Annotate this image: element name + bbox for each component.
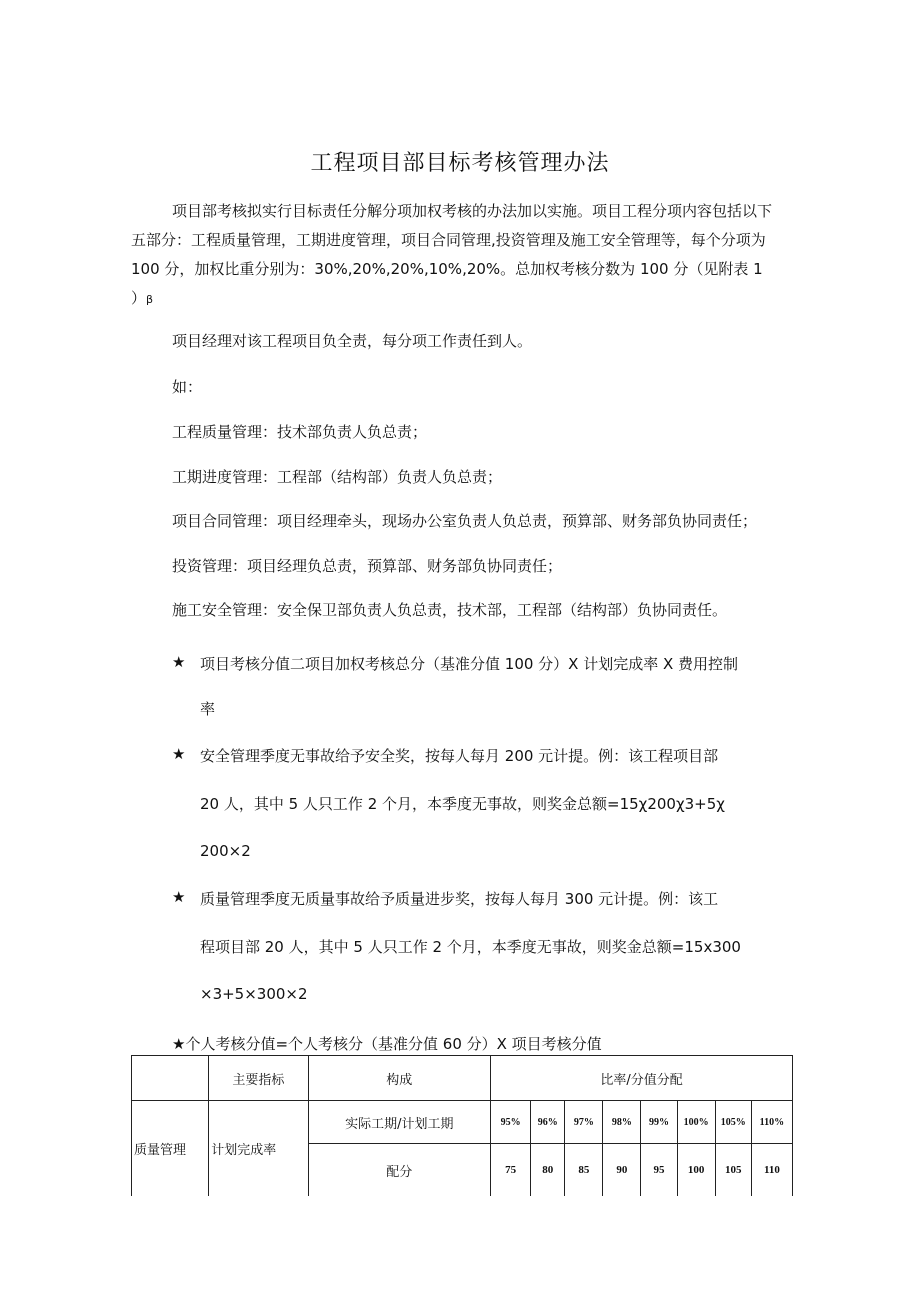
score-cell: 85: [565, 1144, 603, 1197]
responsibility-item: 施工安全管理：安全保卫部负责人负总责，技术部，工程部（结构部）负协同责任。: [172, 601, 728, 619]
category-cell: 质量管理: [132, 1101, 209, 1197]
ratio-cell: 110%: [751, 1101, 792, 1144]
score-cell: 80: [531, 1144, 565, 1197]
bullet-text: 200×2: [200, 842, 251, 860]
score-cell: 75: [491, 1144, 531, 1197]
bullet-text: 率: [200, 700, 216, 718]
bullet-text: ×3+5×300×2: [200, 985, 308, 1003]
ratio-cell: 96%: [531, 1101, 565, 1144]
score-cell: 100: [677, 1144, 715, 1197]
bullet-text: 20 人，其中 5 人只工作 2 个月，本季度无事故，则奖金总额=15χ200χ3+5χ: [200, 795, 725, 813]
score-table: [131, 1055, 793, 1197]
para1-line2: 五部分：工程质量管理，工期进度管理，项目合同管理,投资管理及施工安全管理等，每个分项为: [131, 231, 766, 249]
star-icon: ★: [172, 745, 186, 763]
para1-line4: [131, 287, 153, 308]
header-cell: 构成: [308, 1056, 491, 1101]
ratio-cell: 98%: [603, 1101, 641, 1144]
score-cell: 90: [603, 1144, 641, 1197]
bullet-text: 程项目部 20 人，其中 5 人只工作 2 个月，本季度无事故，则奖金总额=15x300: [200, 938, 741, 956]
responsibility-item: 工程质量管理：技术部负责人负总责；: [172, 423, 428, 441]
score-cell: 110: [751, 1144, 792, 1197]
header-cell: [132, 1056, 209, 1101]
para1-tail: ）: [131, 289, 147, 307]
ratio-cell: 97%: [565, 1101, 603, 1144]
para3: 如：: [172, 378, 203, 396]
personal-score-formula: ★个人考核分值=个人考核分（基准分值 60 分）X 项目考核分值: [172, 1035, 602, 1053]
bullet-text: 安全管理季度无事故给予安全奖，按每人每月 200 元计提。例：该工程项目部: [200, 747, 719, 765]
header-cell: 比率/分值分配: [491, 1056, 793, 1101]
para2: 项目经理对该工程项目负全责，每分项工作责任到人。: [172, 332, 533, 350]
responsibility-item: 投资管理：项目经理负总责，预算部、财务部负协同责任；: [172, 557, 563, 575]
bullet-text: 质量管理季度无质量事故给予质量进步奖，按每人每月 300 元计提。例：该工: [200, 890, 719, 908]
ratio-cell: 99%: [641, 1101, 677, 1144]
score-cell: 105: [715, 1144, 751, 1197]
table-row: [132, 1101, 793, 1144]
header-cell: 主要指标: [209, 1056, 308, 1101]
indicator-cell: 计划完成率: [209, 1101, 308, 1197]
document-title: 工程项目部目标考核管理办法: [310, 151, 610, 176]
page-bottom-blank: [0, 1196, 920, 1301]
score-cell: 95: [641, 1144, 677, 1197]
star-icon: ★: [172, 888, 186, 906]
row-label-cell: 配分: [308, 1144, 491, 1197]
ratio-cell: 95%: [491, 1101, 531, 1144]
star-icon: ★: [172, 653, 186, 671]
responsibility-item: 工期进度管理：工程部（结构部）负责人负总责；: [172, 468, 503, 486]
bullet-text: 项目考核分值二项目加权考核总分（基准分值 100 分）X 计划完成率 X 费用控制: [200, 655, 739, 673]
table-header-row: [132, 1056, 793, 1101]
responsibility-item: 项目合同管理：项目经理牵头，现场办公室负责人负总责，预算部、财务部负协同责任；: [172, 512, 758, 530]
ratio-cell: 105%: [715, 1101, 751, 1144]
para1-line1: 项目部考核拟实行目标责任分解分项加权考核的办法加以实施。项目工程分项内容包括以下: [172, 202, 773, 220]
para1-line3: 100 分，加权比重分别为：30%,20%,20%,10%,20%。总加权考核分数为 100 分（见附表 1: [131, 260, 763, 278]
ratio-cell: 100%: [677, 1101, 715, 1144]
para1-tail-small: β: [146, 293, 154, 306]
row-label-cell: 实际工期/计划工期: [308, 1101, 491, 1144]
